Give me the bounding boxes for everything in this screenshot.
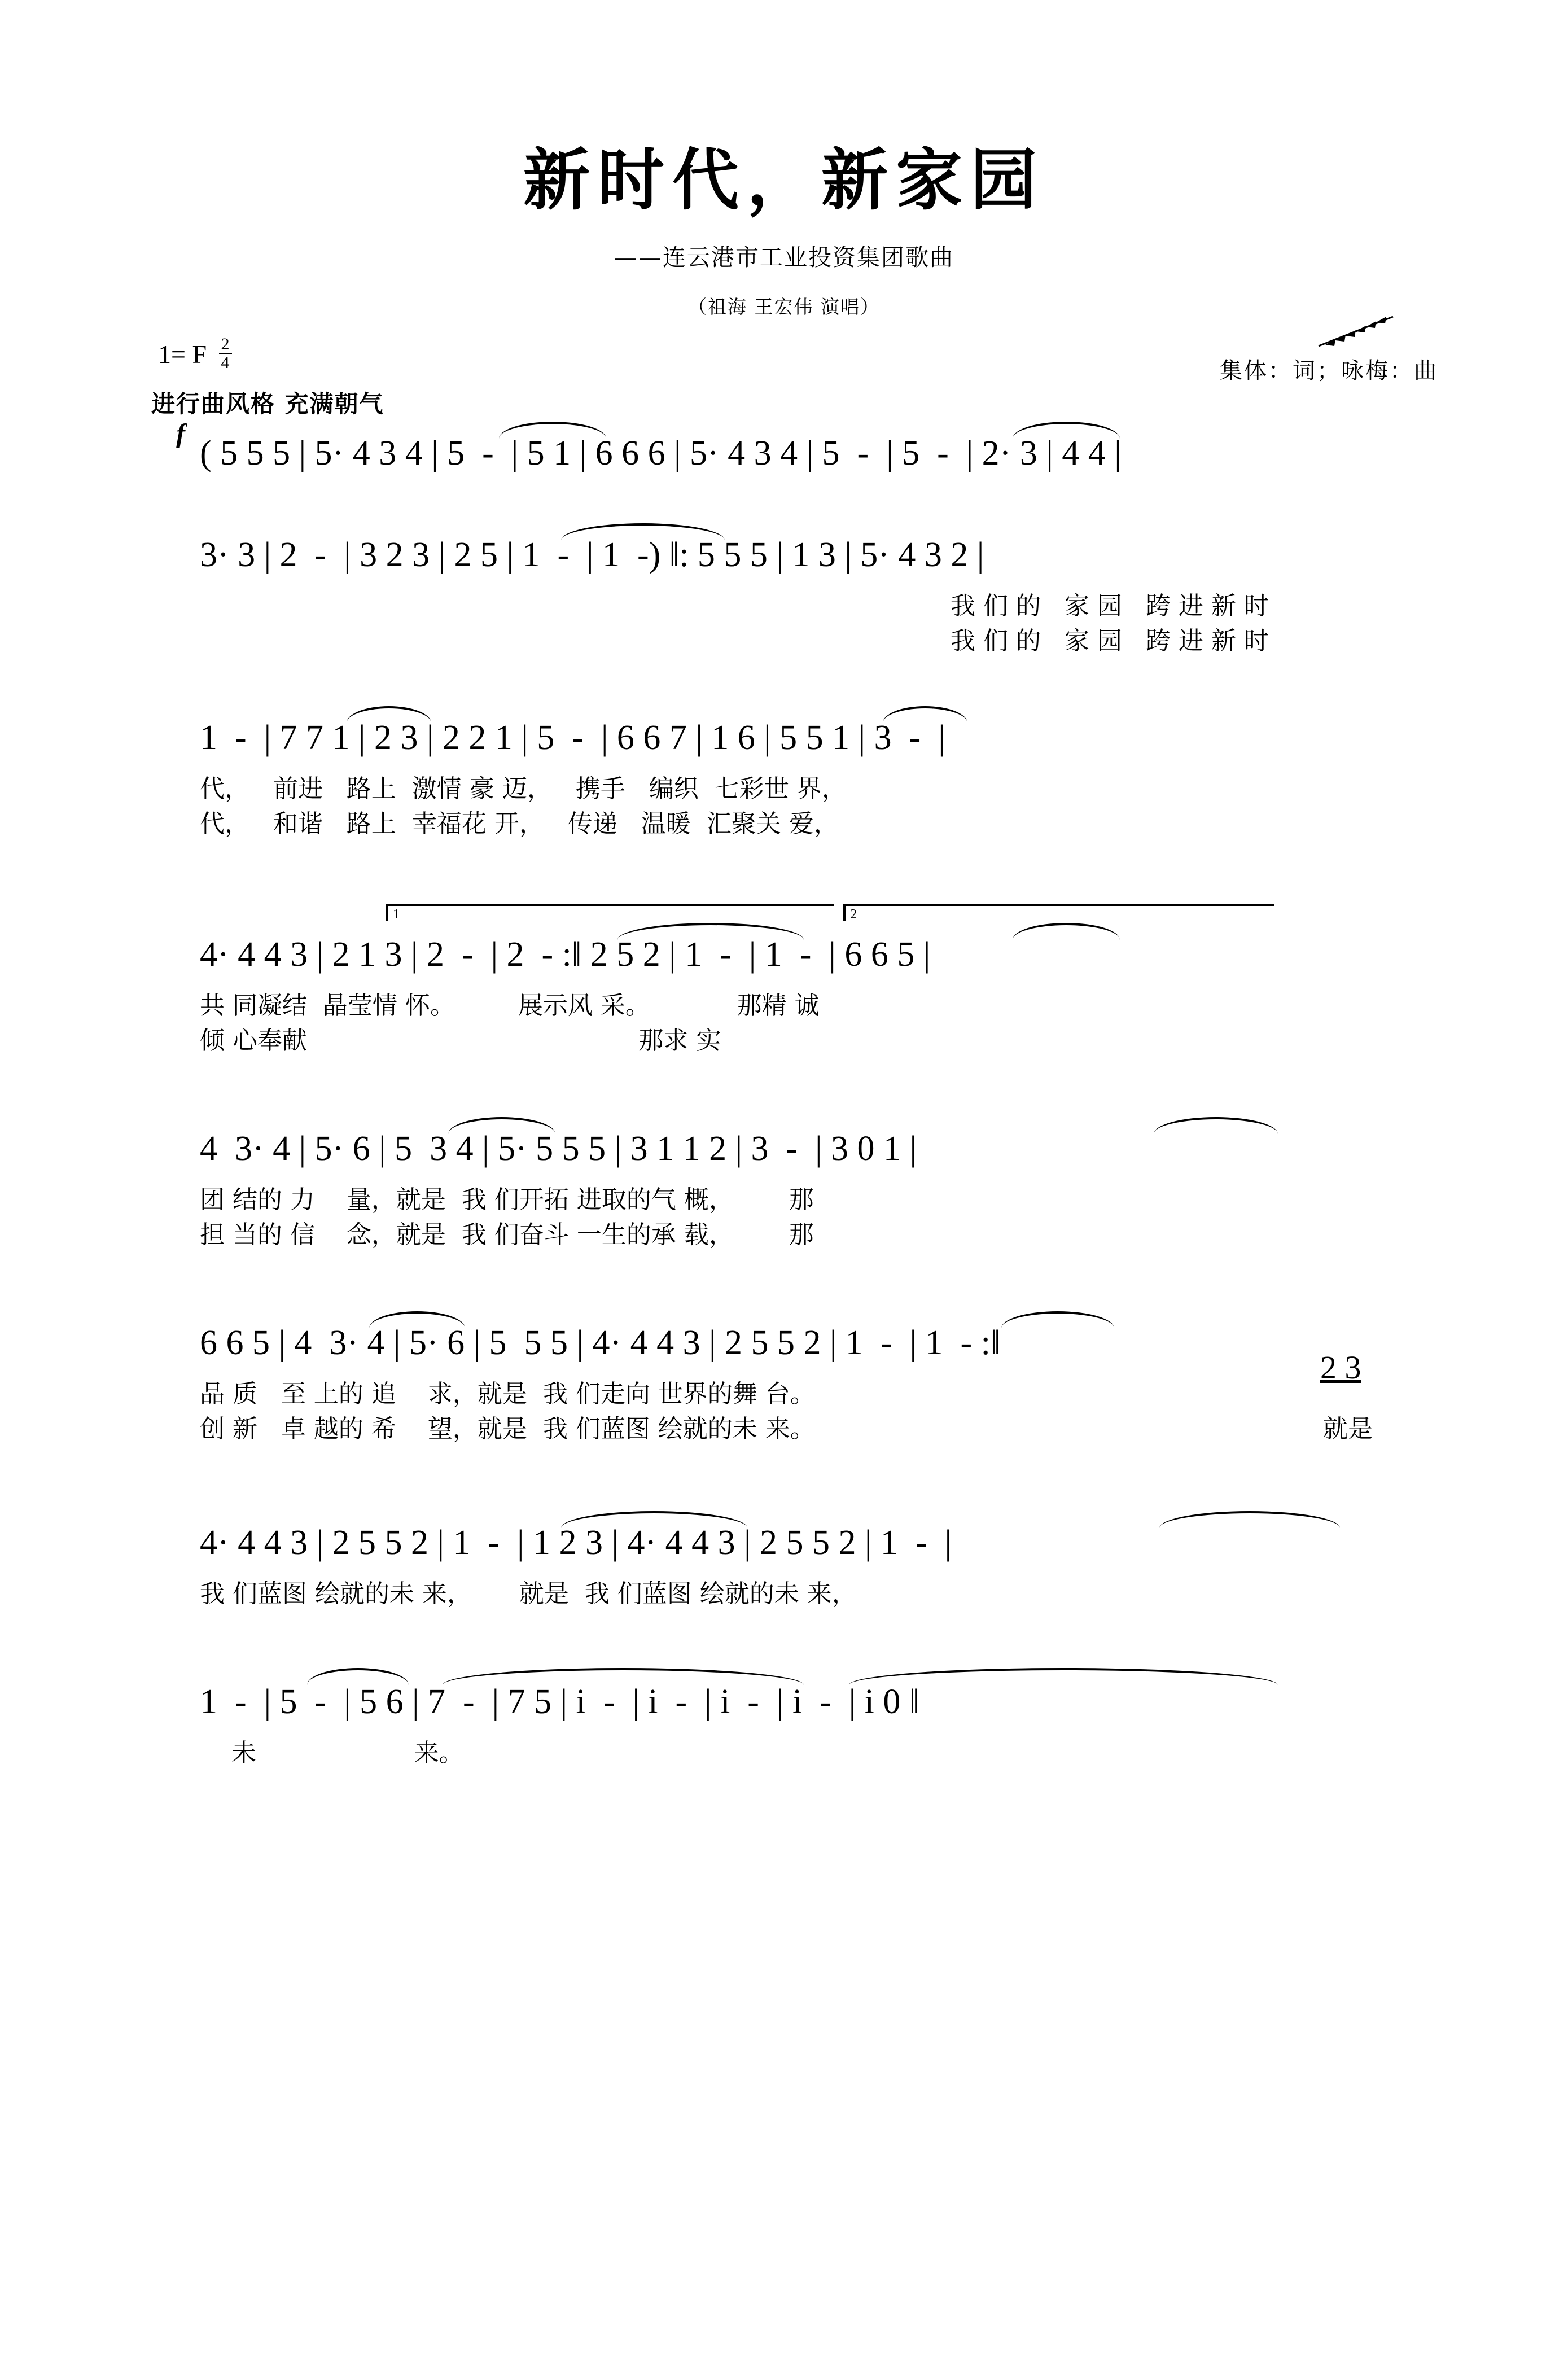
lyric-line: 团 结的 力 量，就是 我 们开拓 进取的气 概， 那	[200, 1185, 814, 1214]
music-system-7	[70, 1509, 1498, 1612]
lyric-line: 倾 心奉献 那求 实	[200, 1026, 721, 1055]
volta-brackets	[200, 898, 1498, 921]
music-system-2	[70, 521, 1498, 659]
volta-number: 1	[393, 907, 400, 922]
music-system-4	[70, 898, 1498, 1058]
tempo-marking: 进行曲风格 充满朝气	[151, 389, 384, 418]
lyric-line: 未 来。	[200, 1738, 464, 1767]
notation-line-6	[200, 1309, 1498, 1386]
notation-line-1	[200, 419, 1498, 487]
lyric-line: 创 新 卓 越的 希 望，就是 我 们蓝图 绘就的未 来。	[200, 1414, 815, 1443]
notation-line-8	[200, 1668, 1498, 1736]
notation-text: ( 5 5 5 | 5· 4 3 4 | 5 - | 5 1 | 6 6 6 | 5· 4 3 4 | 5 - | 5 - | 2· 3 | 4 4 |	[200, 434, 1122, 472]
dynamic-forte: f	[176, 418, 185, 449]
subtitle: ——连云港市工业投资集团歌曲	[614, 243, 954, 271]
song-sheet	[0, 141, 1568, 2364]
notation-text: 6 6 5 | 4 3· 4 | 5· 6 | 5 5 5 | 4· 4 4 3 | 2 5 5 2 | 1 - | 1 - :‖	[200, 1323, 1001, 1362]
lyric-line: 代， 和谐 路上 幸福花 开， 传递 温暖 汇聚关 爱，	[200, 809, 839, 838]
notation-text: 1 - | 7 7 1 | 2 3 | 2 2 1 | 5 - | 6 6 7 | 1 6 | 5 5 1 | 3 - |	[200, 718, 945, 757]
page-title: 新时代，新家园	[523, 141, 1045, 219]
volta-bracket-2	[843, 904, 1274, 921]
leaf-ornament-icon	[1314, 312, 1399, 357]
music-system-6	[70, 1309, 1498, 1447]
key-signature	[158, 334, 232, 375]
score-metadata	[0, 329, 1568, 449]
pickup-notation: 2 3	[1320, 1349, 1361, 1386]
volta-bracket-1	[386, 904, 834, 921]
music-system-3	[70, 704, 1498, 842]
time-signature	[219, 336, 232, 371]
slur	[1154, 1117, 1278, 1134]
performers-credit: （祖海 王宏伟 演唱）	[688, 295, 880, 318]
music-system-8	[70, 1668, 1498, 1771]
notation-text: 3· 3 | 2 - | 3 2 3 | 2 5 | 1 - | 1 -) ‖: 5 5 5 | 1 3 | 5· 4 3 2 |	[200, 535, 984, 574]
lyric-line: 担 当的 信 念，就是 我 们奋斗 一生的承 载， 那	[200, 1220, 814, 1249]
lyric-line: 我 们蓝图 绘就的未 来， 就是 我 们蓝图 绘就的未 来，	[200, 1579, 857, 1608]
lyric-line: 品 质 至 上的 追 求，就是 我 们走向 世界的舞 台。	[200, 1379, 815, 1408]
music-system-5	[70, 1115, 1498, 1253]
notation-text: 1 - | 5 - | 5 6 | 7 - | 7 5 | i - | i - | i - | i - | i 0 ‖	[200, 1682, 919, 1721]
music-system-1	[70, 419, 1498, 487]
notation-line-5	[200, 1115, 1498, 1183]
pickup-lyric: 就是	[1323, 1414, 1373, 1443]
notation-text: 4 3· 4 | 5· 6 | 5 3 4 | 5· 5 5 5 | 3 1 1 2 | 3 - | 3 0 1 |	[200, 1129, 917, 1168]
volta-number: 2	[850, 907, 857, 922]
lyric-line: 我 们 的 家 园 跨 进 新 时	[951, 591, 1269, 620]
time-signature-denominator: 4	[221, 353, 230, 372]
notation-line-3	[200, 704, 1498, 772]
slur	[1159, 1511, 1340, 1528]
notation-text: 4· 4 4 3 | 2 5 5 2 | 1 - | 1 2 3 | 4· 4 4 3 | 2 5 5 2 | 1 - |	[200, 1523, 952, 1562]
notation-text: 4· 4 4 3 | 2 1 3 | 2 - | 2 - :‖ 2 5 2 | 1 - | 1 - | 6 6 5 |	[200, 935, 931, 974]
notation-line-2	[200, 521, 1498, 589]
slur	[1013, 923, 1120, 940]
lyricist-composer-credit: 集体：词；咏梅：曲	[1220, 357, 1438, 384]
lyric-line: 共 同凝结 晶莹情 怀。 展示风 采。 那精 诚	[200, 991, 820, 1020]
lyric-line: 代， 前进 路上 激情 豪 迈， 携手 编织 七彩世 界，	[200, 774, 847, 803]
slur	[1001, 1311, 1114, 1328]
lyric-line: 我 们 的 家 园 跨 进 新 时	[951, 626, 1269, 655]
time-signature-numerator: 2	[219, 336, 232, 354]
notation-line-7	[200, 1509, 1498, 1577]
notation-line-4	[200, 921, 1498, 988]
key-signature-text: 1= F	[158, 339, 207, 369]
